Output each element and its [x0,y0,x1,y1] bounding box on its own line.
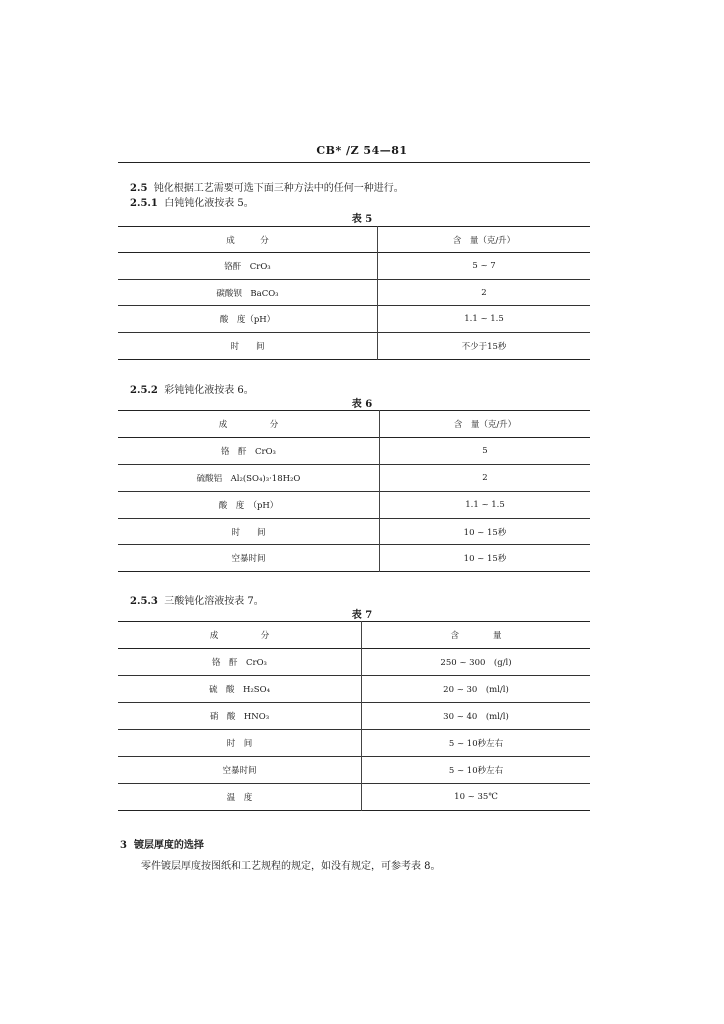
component-cell: 时 间 [118,519,380,545]
section-number: 2.5.3 [130,596,158,607]
amount-cell: 不少于15秒 [461,342,507,352]
table-7-caption: 表 7 [351,610,373,621]
amount-cell: 2 [481,287,487,298]
component-cell: 温 度 [118,784,362,811]
table-row [118,465,590,492]
amount-cell: 250 ~ 300 (g/l) [440,658,512,668]
table-header-row [118,622,590,649]
section-number: 2.5.1 [130,198,158,209]
amount-cell: 30 ~ 40 (ml/l) [443,712,509,722]
table-row [118,545,590,572]
amount-cell: 20 ~ 30 (ml/l) [443,685,509,695]
amount-cell: 2 [482,473,488,483]
section-2-5-3 [130,592,264,607]
column-header: 含 量 [450,631,502,641]
amount-cell: 5 ~ 10秒左右 [448,739,504,749]
table-header-row [118,411,590,438]
column-header: 成 分 [118,411,380,438]
component-cell: 酸 度（pH） [118,306,378,333]
component-cell: 空暴时间 [118,757,362,784]
section-number: 2.5.2 [130,385,158,396]
column-header: 含 量（克/升） [453,420,517,430]
section-text: 三酸钝化溶液按表 7。 [164,596,264,607]
document-code: CB* /Z 54—81 [316,144,408,157]
amount-cell: 5 ~ 10秒左右 [448,766,504,776]
table-header-row [118,227,590,253]
section-2-5 [130,179,404,194]
component-cell: 碳酸钡 BaCO₃ [118,280,378,306]
component-cell: 时 间 [118,333,378,360]
section-3-text: 零件镀层厚度按图纸和工艺规程的规定，如没有规定，可参考表 8。 [141,861,441,872]
amount-cell: 1.1 ~ 1.5 [465,500,505,510]
table-row [118,253,590,280]
table-row [118,438,590,465]
table-row [118,280,590,306]
section-text: 白钝钝化液按表 5。 [164,198,254,209]
component-cell: 铬 酐 CrO₃ [118,438,380,465]
column-header: 含 量（克/升） [452,235,516,246]
component-cell: 硫 酸 H₂SO₄ [118,676,362,703]
component-cell: 时 间 [118,730,362,757]
section-number: 3 [120,840,127,851]
table-row [118,784,590,811]
table-5-caption: 表 5 [351,214,373,225]
table-row [118,333,590,360]
component-cell: 铬 酐 CrO₃ [118,649,362,676]
amount-cell: 5 [482,446,488,456]
table-5 [118,226,590,360]
amount-cell: 5 ~ 7 [472,261,496,271]
table-row [118,730,590,757]
amount-cell: 10 ~ 35℃ [454,792,498,802]
header-rule [118,162,590,163]
component-cell: 硫酸铝 Al₂(SO₄)₃·18H₂O [118,465,380,492]
section-number: 2.5 [130,183,148,194]
table-row [118,519,590,545]
column-header: 成 分 [118,622,362,649]
section-2-5-1 [130,194,254,209]
amount-cell: 10 ~ 15秒 [463,527,507,538]
table-row [118,703,590,730]
component-cell: 酸 度 （pH） [118,492,380,519]
table-row [118,649,590,676]
table-6 [118,410,590,572]
table-7 [118,621,590,811]
amount-cell: 1.1 ~ 1.5 [464,314,504,324]
component-cell: 铬酐 CrO₃ [118,253,378,280]
component-cell: 硝 酸 HNO₃ [118,703,362,730]
table-row [118,306,590,333]
section-3-heading [120,836,204,851]
section-2-5-2 [130,381,254,396]
table-row [118,757,590,784]
component-cell: 空暴时间 [118,545,380,572]
column-header: 成 分 [118,227,378,253]
section-text: 彩钝钝化液按表 6。 [164,385,254,396]
section-title: 镀层厚度的选择 [133,840,204,851]
table-row [118,676,590,703]
section-text: 钝化根据工艺需要可选下面三种方法中的任何一种进行。 [153,183,404,194]
table-6-caption: 表 6 [351,399,373,410]
amount-cell: 10 ~ 15秒 [463,554,507,564]
table-row [118,492,590,519]
